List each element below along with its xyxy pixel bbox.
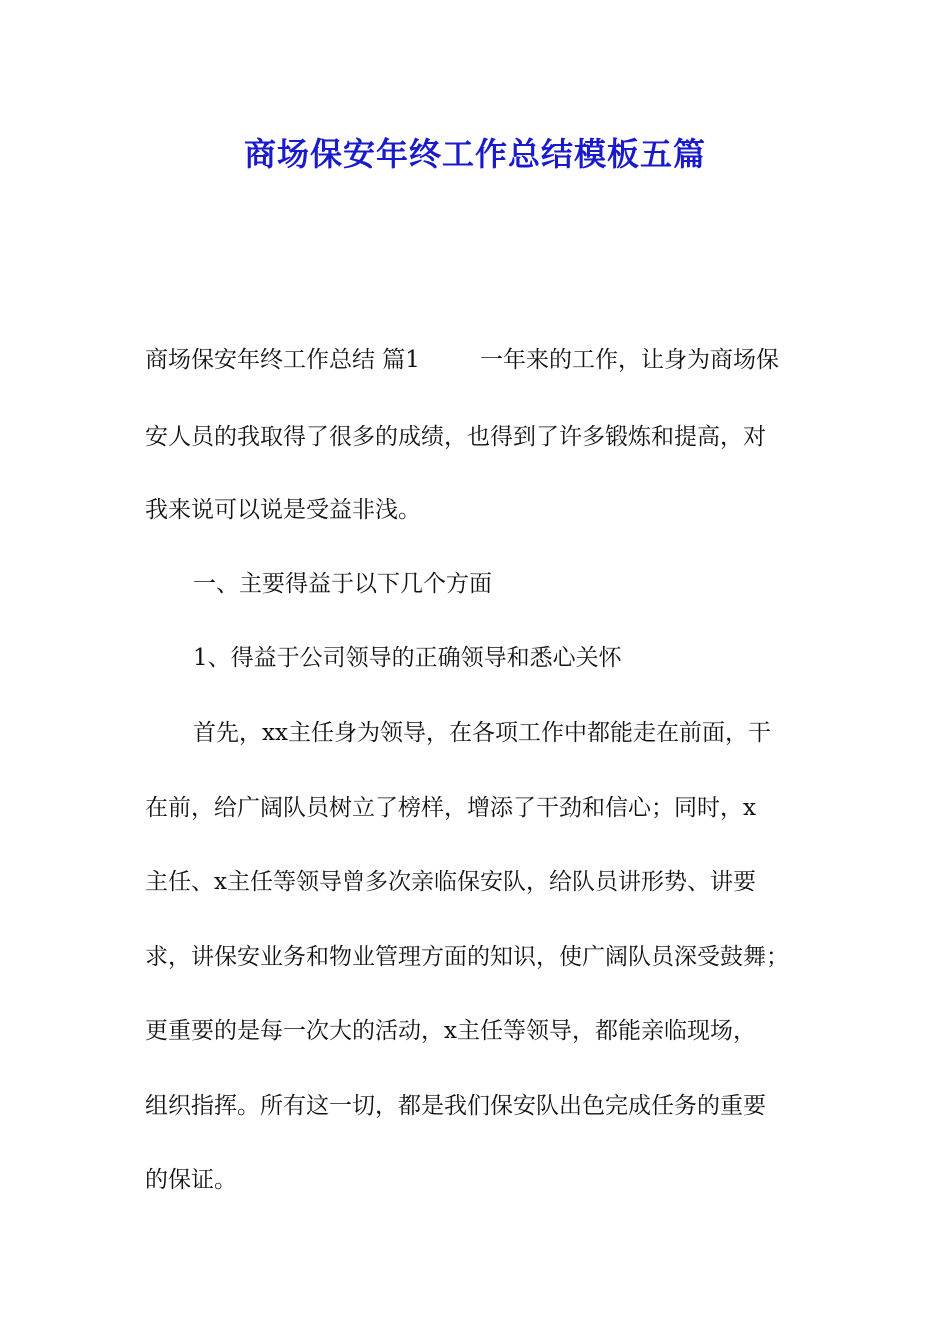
subheading-1-1: 1、得益于公司领导的正确领导和悉心关怀 bbox=[193, 645, 622, 671]
section-heading: 商场保安年终工作总结 篇1 bbox=[145, 347, 420, 373]
paragraph-line-9: 组织指挥。所有这一切，都是我们保安队出色完成任务的重要 bbox=[145, 1093, 766, 1119]
paragraph-line-10: 的保证。 bbox=[145, 1167, 237, 1193]
paragraph-line-3: 我来说可以说是受益非浅。 bbox=[145, 497, 421, 523]
paragraph-line-4: 首先，xx主任身为领导，在各项工作中都能走在前面，干 bbox=[193, 720, 771, 746]
paragraph-line-8: 更重要的是每一次大的活动，x主任等领导，都能亲临现场， bbox=[145, 1018, 756, 1044]
paragraph-line-2: 安人员的我取得了很多的成绩，也得到了许多锻炼和提高，对 bbox=[145, 424, 766, 450]
paragraph-line-7: 求，讲保安业务和物业管理方面的知识，使广阔队员深受鼓舞； bbox=[145, 944, 789, 970]
paragraph-line-6: 主任、x主任等领导曾多次亲临保安队，给队员讲形势、讲要 bbox=[145, 869, 756, 895]
paragraph-line-1 bbox=[145, 340, 825, 380]
line-text: 一年来的工作，让身为商场保 bbox=[479, 347, 779, 373]
paragraph-line-5: 在前，给广阔队员树立了榜样，增添了干劲和信心；同时，x bbox=[145, 795, 756, 821]
subheading-1: 一、主要得益于以下几个方面 bbox=[193, 571, 492, 597]
document-title: 商场保安年终工作总结模板五篇 bbox=[243, 135, 706, 173]
